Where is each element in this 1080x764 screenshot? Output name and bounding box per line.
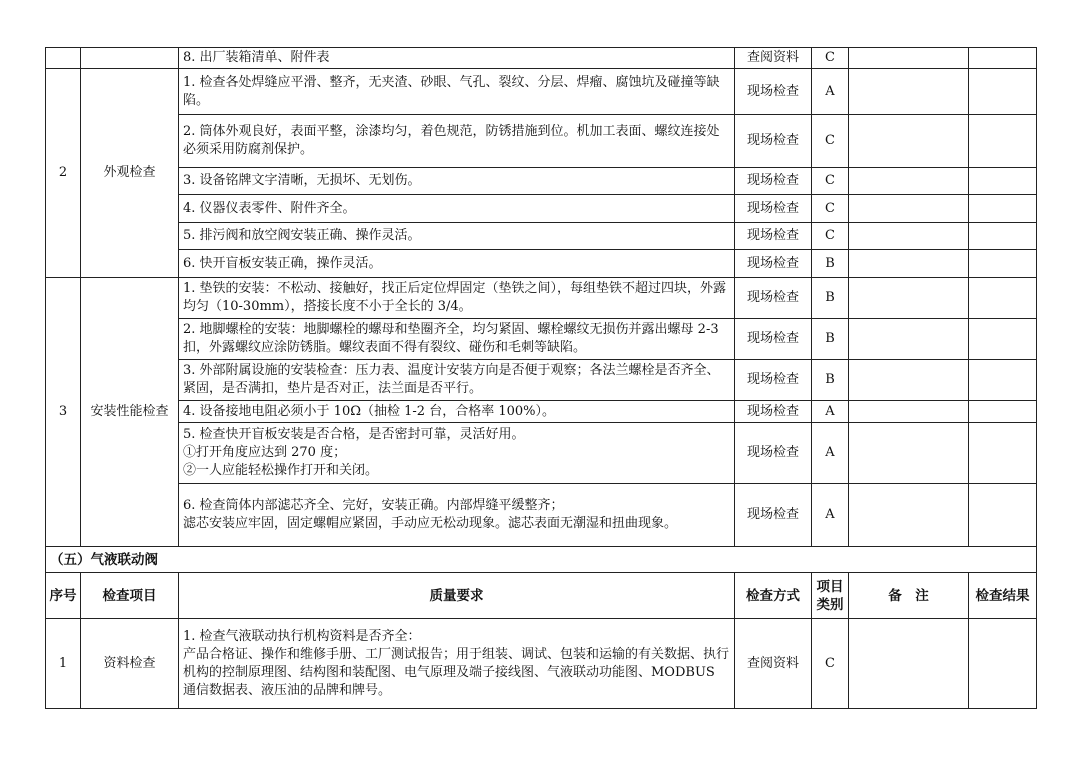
- requirement-cell: 1. 检查各处焊缝应平滑、整齐，无夹渣、砂眼、气孔、裂纹、分层、焊瘤、腐蚀坑及碰撞等缺陷。: [179, 69, 735, 115]
- result-cell: [969, 168, 1037, 195]
- category-cell: C: [812, 223, 849, 250]
- requirement-cell: 2. 地脚螺栓的安装：地脚螺栓的螺母和垫圈齐全，均匀紧固、螺栓螺纹无损伤并露出螺母 2-3 扣，外露螺纹应涂防锈脂。螺纹表面不得有裂纹、碰伤和毛刺等缺陷。: [179, 319, 735, 360]
- method-cell: 现场检查: [735, 401, 812, 423]
- note-cell: [849, 619, 969, 709]
- section-title-row: [46, 547, 1037, 573]
- requirement-cell: 3. 设备铭牌文字清晰，无损坏、无划伤。: [179, 168, 735, 195]
- table-row: [46, 250, 1037, 278]
- table-row: [46, 168, 1037, 195]
- requirement-cell: 3. 外部附属设施的安装检查：压力表、温度计安装方向是否便于观察；各法兰螺栓是否齐全、紧固，是否满扣，垫片是否对正，法兰面是否平行。: [179, 360, 735, 401]
- category-cell: C: [812, 115, 849, 168]
- category-cell: B: [812, 278, 849, 319]
- category-cell: A: [812, 423, 849, 484]
- requirement-line: 产品合格证、操作和维修手册、工厂测试报告；用于组装、调试、包装和运输的有关数据、执行机构的控制原理图、结构图和装配图、电气原理及端子接线图、气液联动功能图、MODBUS 通信数据表、液压油的品牌和牌号。: [183, 646, 730, 698]
- requirement-cell: 1. 垫铁的安装：不松动、接触好，找正后定位焊固定（垫铁之间），每组垫铁不超过四块，外露均匀（10-30mm），搭接长度不小于全长的 3/4。: [179, 278, 735, 319]
- result-cell: [969, 619, 1037, 709]
- table-row: [46, 69, 1037, 115]
- header-item: 检查项目: [81, 573, 179, 619]
- header-no: 序号: [46, 573, 81, 619]
- result-cell: [969, 250, 1037, 278]
- note-cell: [849, 69, 969, 115]
- table-header-row: [46, 573, 1037, 619]
- method-cell: 现场检查: [735, 360, 812, 401]
- header-result: 检查结果: [969, 573, 1037, 619]
- table-row: [46, 115, 1037, 168]
- method-cell: 现场检查: [735, 195, 812, 223]
- section-title: （五）气液联动阀: [46, 547, 1037, 573]
- method-cell: 现场检查: [735, 115, 812, 168]
- table-row: [46, 223, 1037, 250]
- note-cell: [849, 250, 969, 278]
- note-cell: [849, 484, 969, 547]
- header-category: 项目类别: [812, 573, 849, 619]
- result-cell: [969, 319, 1037, 360]
- table-row: [46, 423, 1037, 484]
- method-cell: 查阅资料: [735, 619, 812, 709]
- requirement-cell: [179, 619, 735, 709]
- note-cell: [849, 423, 969, 484]
- note-cell: [849, 168, 969, 195]
- method-cell: 现场检查: [735, 278, 812, 319]
- category-cell: C: [812, 168, 849, 195]
- table-row: [46, 619, 1037, 709]
- table-row: [46, 484, 1037, 547]
- result-cell: [969, 69, 1037, 115]
- method-cell: 现场检查: [735, 250, 812, 278]
- method-cell: 查阅资料: [735, 48, 812, 69]
- requirement-line: 1. 检查气液联动执行机构资料是否齐全：: [183, 628, 421, 644]
- item-cell: 安装性能检查: [81, 278, 179, 547]
- method-cell: 现场检查: [735, 319, 812, 360]
- note-cell: [849, 115, 969, 168]
- header-note: 备 注: [849, 573, 969, 619]
- item-cell: 资料检查: [81, 619, 179, 709]
- category-cell: C: [812, 619, 849, 709]
- category-cell: A: [812, 401, 849, 423]
- requirement-cell: 4. 仪器仪表零件、附件齐全。: [179, 195, 735, 223]
- table-row: [46, 195, 1037, 223]
- note-cell: [849, 195, 969, 223]
- item-cell: 外观检查: [81, 69, 179, 278]
- result-cell: [969, 401, 1037, 423]
- requirement-cell: [179, 423, 735, 484]
- header-requirement: 质量要求: [179, 573, 735, 619]
- category-cell: B: [812, 250, 849, 278]
- note-cell: [849, 278, 969, 319]
- requirement-cell: 2. 筒体外观良好，表面平整，涂漆均匀，着色规范，防锈措施到位。机加工表面、螺纹连接处必须采用防腐剂保护。: [179, 115, 735, 168]
- category-cell: C: [812, 195, 849, 223]
- category-cell: A: [812, 484, 849, 547]
- method-cell: 现场检查: [735, 223, 812, 250]
- no-cell: 1: [46, 619, 81, 709]
- requirement-line: 滤芯安装应牢固，固定螺帽应紧固，手动应无松动现象。滤芯表面无潮湿和扭曲现象。: [183, 516, 678, 531]
- result-cell: [969, 423, 1037, 484]
- no-cell: 2: [46, 69, 81, 278]
- result-cell: [969, 484, 1037, 547]
- table-row: [46, 360, 1037, 401]
- no-cell: 3: [46, 278, 81, 547]
- method-cell: 现场检查: [735, 423, 812, 484]
- table-row: [46, 319, 1037, 360]
- no-cell: [46, 48, 81, 69]
- requirement-line: 6. 检查筒体内部滤芯齐全、完好，安装正确。内部焊缝平缓整齐；: [183, 498, 564, 513]
- note-cell: [849, 360, 969, 401]
- result-cell: [969, 195, 1037, 223]
- requirement-line: ②一人应能轻松操作打开和关闭。: [183, 463, 379, 478]
- note-cell: [849, 319, 969, 360]
- requirement-line: ①打开角度应达到 270 度；: [183, 445, 347, 460]
- result-cell: [969, 360, 1037, 401]
- table-row: [46, 401, 1037, 423]
- result-cell: [969, 48, 1037, 69]
- table-row: [46, 278, 1037, 319]
- requirement-cell: 4. 设备接地电阻必须小于 10Ω（抽检 1-2 台，合格率 100%）。: [179, 401, 735, 423]
- requirement-line: 5. 检查快开盲板安装是否合格，是否密封可靠，灵活好用。: [183, 427, 525, 442]
- requirement-cell: 8. 出厂装箱清单、附件表: [179, 48, 735, 69]
- category-cell: C: [812, 48, 849, 69]
- item-cell: [81, 48, 179, 69]
- inspection-table: [45, 47, 1037, 709]
- requirement-cell: 5. 排污阀和放空阀安装正确、操作灵活。: [179, 223, 735, 250]
- requirement-cell: 6. 快开盲板安装正确，操作灵活。: [179, 250, 735, 278]
- table-row: [46, 48, 1037, 69]
- method-cell: 现场检查: [735, 69, 812, 115]
- note-cell: [849, 48, 969, 69]
- header-method: 检查方式: [735, 573, 812, 619]
- category-cell: B: [812, 319, 849, 360]
- result-cell: [969, 115, 1037, 168]
- category-cell: A: [812, 69, 849, 115]
- category-cell: B: [812, 360, 849, 401]
- note-cell: [849, 401, 969, 423]
- note-cell: [849, 223, 969, 250]
- method-cell: 现场检查: [735, 168, 812, 195]
- result-cell: [969, 223, 1037, 250]
- result-cell: [969, 278, 1037, 319]
- method-cell: 现场检查: [735, 484, 812, 547]
- requirement-cell: [179, 484, 735, 547]
